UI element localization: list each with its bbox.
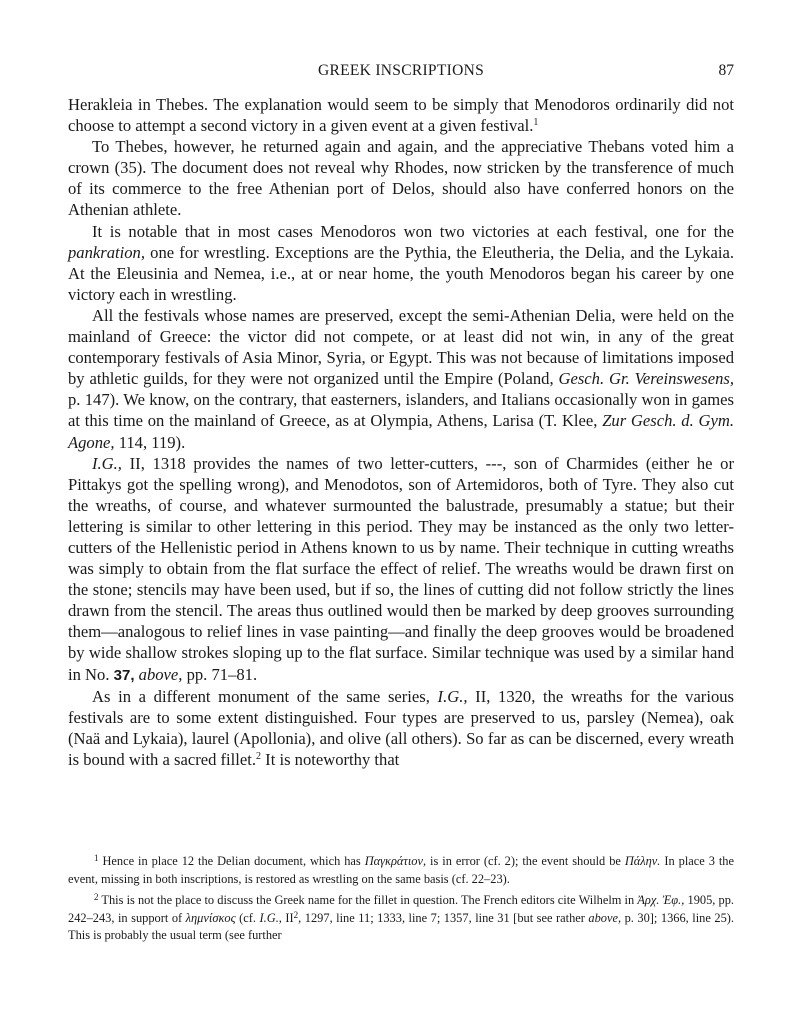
text-run: As in a different monument of the same series, <box>92 686 438 706</box>
text-run: Hence in place 12 the Delian document, which has <box>98 854 365 868</box>
greek-term: Ἀρχ. Ἐφ., <box>637 893 685 908</box>
text-run: It is notable that in most cases Menodoros won two victories at each festival, one for the <box>92 221 734 241</box>
text-run: p. 30]; 1366, line 25). This is probably the usual term (see further <box>68 910 734 943</box>
greek-term: Πάλην. <box>624 854 661 868</box>
greek-term: λημνίσκος <box>185 910 236 925</box>
footnote-mark: 2 <box>94 892 99 903</box>
footnote-2 <box>68 892 734 945</box>
greek-term: Παγκράτιον, <box>364 854 427 868</box>
text-run: , 1297, line 11; 1333, line 7; 1357, line 31 [but see rather <box>298 910 589 925</box>
paragraph-5 <box>68 453 734 686</box>
paragraph-6 <box>68 686 734 770</box>
footnote-1 <box>68 853 734 888</box>
paragraph-4 <box>68 305 734 453</box>
italic-term: above, <box>588 910 622 925</box>
text-run: In place 3 the event, missing in both inscriptions, is restored as wrestling on the same basis (cf. 22–23). <box>68 854 734 886</box>
footnote-mark: 1 <box>94 853 99 863</box>
text-run: II, 1320, the wreaths for the various festivals are to some extent distinguished. Four types are preserved to us, parsley (Nemea), oak (Naä and Lykaia), laurel (Apollonia), and olive (all others). So far as can be discerned, every wreath is bound with a sacred fillet. <box>68 686 734 769</box>
text-run: p. 147). We know, on the contrary, that easterners, islanders, and Italians occasionally won in games at this time on the mainland of Greece, as at Olympia, Athens, Larisa (T. Klee, <box>68 390 734 431</box>
text-run: All the festivals whose names are preserved, except the semi-Athenian Delia, were held on the mainland of Greece: the victor did not compete, or at least did not win, in any of the great contemporary festivals of Asia Minor, Syria, or Egypt. This was not because of limitations imposed by athletic guilds, for they were not organized until the Empire (Poland, <box>68 305 734 389</box>
text-run: Herakleia in Thebes. The explanation would seem to be simply that Menodoros ordinarily did not choose to attempt a second victory in a given event at a given festival. <box>68 95 734 136</box>
italic-citation: Zur Gesch. d. Gym. Agone, <box>68 411 734 452</box>
text-run: II <box>281 910 294 925</box>
paragraph-3 <box>68 221 734 305</box>
text-run: II, 1318 provides the names of two letter-cutters, ---, son of Charmides (either he or Pittakys got the spelling wrong), and Menodotos, son of Artemidoros, both of Tyre. They also cut the wreaths, of course, and whatever surmounted the balustrade, presumably a statue; but their lettering is similar to other lettering in this period. They may be instanced as the only two letter-cutters of the Hellenistic period in Athens known to us by name. Their technique in cutting wreaths was simply to obtain from the flat surface the effect of relief. The wreaths would be drawn first on the stone; stencils may have been used, but if so, the lines of cutting did not follow strictly the lines drawn from the stencil. The areas thus outlined would then be marked by deep grooves surrounding them—analogous to relief lines in vase painting—and finally the deep grooves would be broadened by wide shallow strokes sloping up to the flat surface. Similar technique was used by a similar hand in No. <box>68 453 734 684</box>
inscription-number: 37, <box>113 666 135 684</box>
running-title: GREEK INSCRIPTIONS <box>317 62 484 79</box>
text-run: one for wrestling. Exceptions are the Pythia, the Eleutheria, the Delia, and the Lykaia. At the Eleusinia and Nemea, i.e., at or near home, the youth Menodoros began his career by one victory each in wrestling. <box>68 242 734 304</box>
main-text <box>68 94 734 770</box>
footnote-ref-2: 2 <box>256 750 262 762</box>
page-number: 87 <box>718 62 734 79</box>
paragraph-2: To Thebes, however, he returned again and again, and the appreciative Thebans voted him a crown (35). The document does not reveal why Rhodes, now stricken by the transference of much of its commerce to the free Athenian port of Delos, should also have conferred honors on the Athenian athlete. <box>68 137 734 220</box>
italic-citation: I.G., <box>92 453 122 473</box>
running-head <box>68 62 734 84</box>
italic-citation: I.G., <box>437 686 468 706</box>
superscript: 2 <box>293 909 299 920</box>
text-run: 1905, pp. 242–243, in support of <box>68 893 734 925</box>
italic-term: pankration, <box>68 242 145 262</box>
text-run: pp. 71–81. <box>182 664 258 684</box>
text-run: This is not the place to discuss the Greek name for the fillet in question. The French editors cite Wilhelm in <box>98 893 638 908</box>
text-run: (cf. <box>235 910 260 925</box>
footnote-ref-1: 1 <box>533 117 539 129</box>
text-run: It is noteworthy that <box>261 749 400 769</box>
text-run: is in error (cf. 2); the event should be <box>426 854 625 868</box>
text-run: 114, 119). <box>114 432 186 452</box>
paragraph-1 <box>68 94 734 136</box>
italic-citation: Gesch. Gr. Vereinswesens, <box>558 369 734 389</box>
italic-term: above, <box>138 664 183 684</box>
italic-citation: I.G., <box>259 910 282 925</box>
footnotes <box>68 853 734 945</box>
